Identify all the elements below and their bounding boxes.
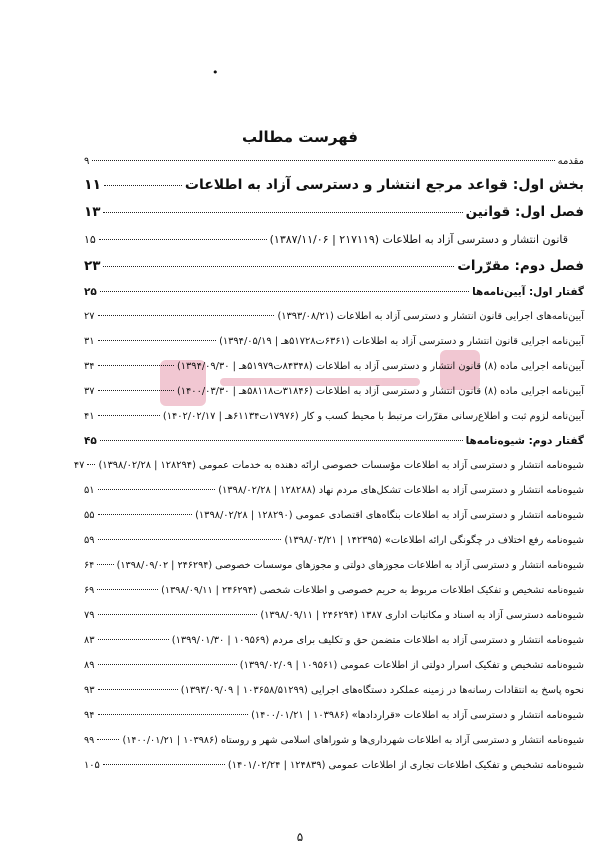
dot-leader [98,639,169,640]
toc-entry-page: ۹ [84,156,90,167]
toc-entry[interactable] [84,304,584,329]
toc-entry-page: ۹۹ [84,735,95,746]
dot-leader [100,291,469,292]
toc-entry[interactable] [84,199,584,226]
toc-entry[interactable] [84,653,584,678]
toc-entry-label: آیین‌نامه‌های اجرایی قانون انتشار و دسترسی آزاد به اطلاعات (۱۳۹۳/۰۸/۲۱) [277,311,584,322]
toc-entry-page: ۲۵ [84,286,97,298]
toc-entry-page: ۳۷ [84,386,95,397]
toc-entry-page: ۵۹ [84,535,95,546]
toc-entry-label: شیوه‌نامه انتشار و دسترسی آزاد به اطلاعات مجوزهای دولتی و مجوزهای موسسات خصوصی (۲۴۶۲۹۴ | ۱۳۹۸/۰۹/۰۲) [116,560,584,571]
toc-entry-label: آیین‌نامه اجرایی قانون انتشار و دسترسی آزاد به اطلاعات (۶۳۶۱ت۵۱۷۲۸هـ | ۱۳۹۴/۰۵/۱۹) [219,336,584,347]
toc-entry[interactable] [84,628,584,653]
dot-leader [98,340,217,341]
toc-entry-page: ۱۰۵ [84,760,100,771]
toc-entry-label: گفتار اول: آیین‌نامه‌ها [472,286,584,298]
toc-entry[interactable] [84,379,584,404]
toc-entry[interactable] [73,453,584,478]
dot-leader [99,239,267,240]
toc-entry[interactable] [84,728,584,753]
dot-leader [97,589,158,590]
toc-entry-label: فصل دوم: مقرّرات [457,258,584,274]
toc-entry-label: شیوه‌نامه انتشار و دسترسی آزاد به اطلاعات تشکل‌های مردم نهاد (۱۲۸۲۸۸ | ۱۳۹۸/۰۲/۲۸) [218,485,584,496]
toc-entry[interactable] [84,429,584,453]
toc-entry[interactable] [84,603,584,628]
toc-entry[interactable] [84,404,584,429]
toc-entry-page: ۴۷ [73,460,85,471]
toc-entry-label: آیین‌نامه اجرایی ماده (۸) قانون انتشار و دسترسی آزاد به اطلاعات (۳۱۸۴۶ت۵۸۱۱۸هـ | ۱۴۰۰/۰۳/۳۰) [176,386,584,397]
dot-leader [92,160,554,161]
toc-entry[interactable] [84,503,584,528]
toc-entry-page: ۵۱ [84,485,95,496]
toc-entry-label: مقدمه [557,156,584,167]
dot-leader [98,390,174,391]
toc-entry-page: ۸۹ [84,660,95,671]
toc-entry-page: ۷۹ [84,610,95,621]
toc-entry[interactable] [84,703,584,728]
toc-entry-label: شیوه‌نامه انتشار و دسترسی آزاد به اطلاعات شهرداری‌ها و شوراهای اسلامی شهر و روستاه (۱۰۳۹۸۶ | ۱۴۰۰/۰۱/۲۱) [122,735,584,746]
toc-entry[interactable] [84,172,584,199]
toc-entry-label: شیوه‌نامه رفع اختلاف در چگونگی ارائه اطلاعات» (۱۴۲۳۹۵ | ۱۳۹۸/۰۳/۲۱) [284,535,584,546]
toc-entry-page: ۳۴ [84,361,95,372]
dot-leader [97,739,119,740]
toc-entry-page: ۶۴ [84,560,95,571]
toc-entry-label: شیوه‌نامه دسترسی آزاد به اسناد و مکاتبات اداری ۱۳۸۷ (۲۴۶۲۹۴ | ۱۳۹۸/۰۹/۱۱) [260,610,584,621]
dot-leader [104,185,182,186]
dot-leader [98,614,258,615]
dot-leader [98,315,275,316]
toc-entry-label: شیوه‌نامه انتشار و دسترسی آزاد به اطلاعات بنگاه‌های اقتصادی عمومی (۱۲۸۲۹۰ | ۱۳۹۸/۰۲/۲۸) [195,510,584,521]
toc-entry-page: ۱۱ [84,177,102,193]
dot-leader [103,212,462,213]
toc-entry-label: شیوه‌نامه تشخیص و تفکیک اطلاعات تجاری از اطلاعات عمومی (۱۲۴۸۳۹ | ۱۴۰۱/۰۲/۲۴) [227,760,584,771]
toc-entry[interactable] [84,678,584,703]
dot-leader [98,689,178,690]
dot-leader [103,764,225,765]
toc-entry[interactable] [84,478,584,503]
toc-entry-label: شیوه‌نامه انتشار و دسترسی آزاد به اطلاعات «قراردادها» (۱۰۳۹۸۶ | ۱۴۰۰/۰۱/۲۱) [251,710,584,721]
toc-entry-page: ۲۳ [84,258,101,274]
toc-entry-label: گفتار دوم: شیوه‌نامه‌ها [465,435,584,447]
page-number: ۵ [296,830,304,844]
toc-entry[interactable] [84,280,584,304]
toc-entry-label: شیوه‌نامه انتشار و دسترسی آزاد به اطلاعات متضمن حق و تکلیف برای مردم (۱۰۹۵۶۹ | ۱۳۹۹/۰۱/۳۰) [171,635,584,646]
toc-entry-page: ۹۳ [84,685,95,696]
toc-entry-page: ۲۷ [84,311,95,322]
toc-entry-page: ۱۵ [84,233,96,246]
toc-entry[interactable] [84,329,584,354]
toc-entry[interactable] [84,354,584,379]
toc-entry[interactable] [84,553,584,578]
dot-leader [103,266,454,267]
dot-leader [98,489,216,490]
toc-entry-label: شیوه‌نامه انتشار و دسترسی آزاد به اطلاعات مؤسسات خصوصی ارائه دهنده به خدمات عمومی (۱۲۸۲۹۴ | ۱۳۹۸/۰۲/۲۸) [98,460,584,471]
toc-entry-label: آیین‌نامه اجرایی ماده (۸) قانون انتشار و دسترسی آزاد به اطلاعات (۸۴۳۴۸ت۵۱۹۷۹هـ | ۱۳۹۴/۰۹/۳۰) [176,361,584,372]
dot-leader [98,664,237,665]
dot-leader [100,440,463,441]
toc-entry-page: ۴۵ [84,435,97,447]
dot-leader [98,415,160,416]
toc-entry-label: شیوه‌نامه تشخیص و تفکیک اسرار دولتی از اطلاعات عمومی (۱۰۹۵۶۱ | ۱۳۹۹/۰۲/۰۹) [239,660,584,671]
toc-entry[interactable] [84,152,584,172]
toc-entry-label: آیین‌نامه لزوم ثبت و اطلاع‌رسانی مقرّرات مرتبط با محیط کسب و کار (۱۷۹۷۶ت۶۱۱۳۴هـ | ۱۴۰۲/۰۲/۱۷) [162,411,584,422]
toc-entry-page: ۸۳ [84,635,95,646]
dot-leader [98,714,249,715]
toc-entry-page: ۱۳ [84,204,101,220]
toc-entry-page: ۳۱ [84,336,95,347]
toc-entry[interactable] [84,528,584,553]
toc-entry-page: ۶۹ [84,585,95,596]
toc-entry-page: ۴۱ [84,411,95,422]
table-of-contents [73,152,584,778]
toc-entry[interactable] [84,226,584,253]
toc-entry[interactable] [84,578,584,603]
toc-entry-label: فصل اول: قوانین [465,204,584,220]
dot-leader [97,564,113,565]
dot-leader [98,514,193,515]
toc-entry-label: نحوه پاسخ به انتقادات رسانه‌ها در زمینه عملکرد دستگاه‌های اجرایی (۱۰۳۶۵۸/۵۱۲۹۹ | ۱۳۹۳/۰۹/۰۹) [180,685,584,696]
toc-entry-label: بخش اول: قواعد مرجع انتشار و دسترسی آزاد به اطلاعات [184,177,584,193]
toc-entry-page: ۹۴ [84,710,95,721]
header-mark: • [212,66,219,79]
toc-entry-label: قانون انتشار و دسترسی آزاد به اطلاعات (۲۱۷۱۱۹ | ۱۳۸۷/۱۱/۰۶) [269,233,568,246]
dot-leader [87,464,95,465]
toc-entry[interactable] [84,753,584,778]
toc-entry[interactable] [84,253,584,280]
dot-leader [98,539,282,540]
dot-leader [98,365,174,366]
toc-entry-label: شیوه‌نامه تشخیص و تفکیک اطلاعات مربوط به حریم خصوصی و اطلاعات شخصی (۲۴۶۲۹۴ | ۱۳۹۸/۰۹/۱۱) [161,585,584,596]
page-title: فهرست مطالب [242,128,358,146]
toc-entry-page: ۵۵ [84,510,95,521]
